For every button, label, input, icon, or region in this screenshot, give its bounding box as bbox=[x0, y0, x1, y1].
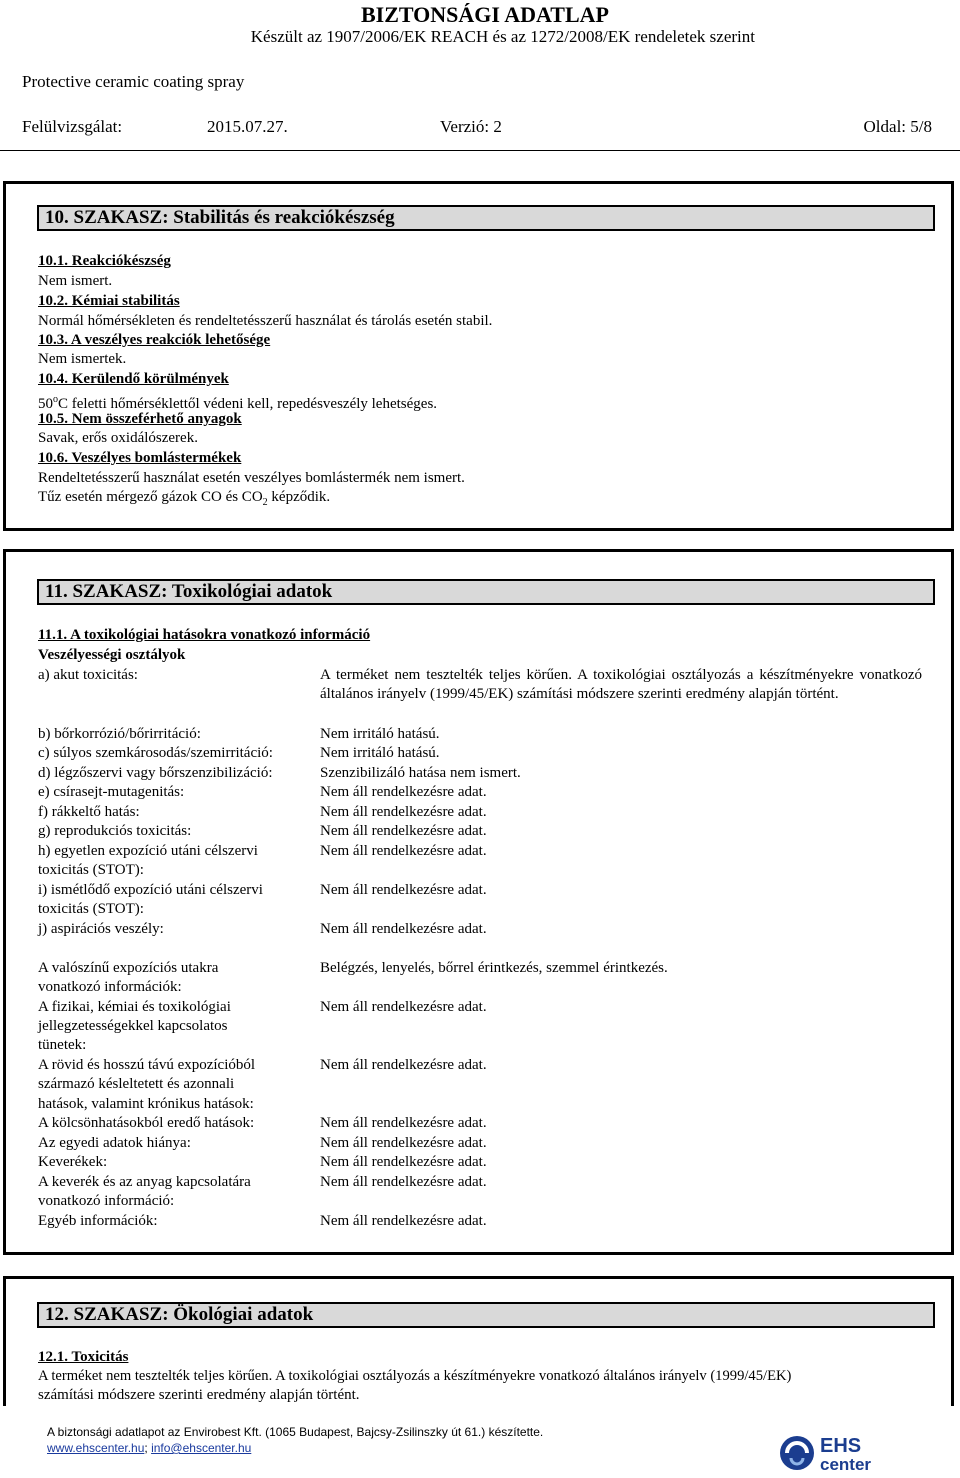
other-label-7-line1: A keverék és az anyag kapcsolatára bbox=[38, 1174, 251, 1190]
s10-6-text2: Tűz esetén mérgező gázok CO és $CO_2$ képződik. bbox=[38, 489, 331, 508]
other-label-6: Keverékek: bbox=[38, 1154, 108, 1170]
hazard-classes-heading: Veszélyességi osztályok bbox=[38, 647, 186, 663]
header-divider bbox=[0, 150, 960, 151]
s10-2-text: Normál hőmérsékleten és rendeltetésszerű használat és tárolás esetén stabil. bbox=[38, 313, 493, 329]
other-value-5: Nem áll rendelkezésre adat. bbox=[320, 1135, 487, 1151]
other-label-3-line1: A rövid és hosszú távú expozícióból bbox=[38, 1057, 256, 1073]
other-label-5: Az egyedi adatok hiánya: bbox=[38, 1135, 191, 1151]
section-10-title: 10. SZAKASZ: Stabilitás és reakciókészség bbox=[37, 205, 935, 231]
website-link[interactable]: www.ehscenter.hu bbox=[47, 1441, 145, 1455]
revision-date: 2015.07.27. bbox=[207, 117, 288, 136]
section-12-title: 12. SZAKASZ: Ökológiai adatok bbox=[37, 1302, 935, 1328]
tox-value-a: A terméket nem tesztelték teljes körűen. A toxikológiai osztályozás a készítményekre vonatkozó általános irányelv (1999/45/EK) számítási módszere szerinti eredmény alapján történt. bbox=[320, 667, 922, 702]
email-link[interactable]: info@ehscenter.hu bbox=[151, 1441, 252, 1455]
other-label-4: A kölcsönhatásokból eredő hatások: bbox=[38, 1115, 255, 1131]
other-label-2-line1: A fizikai, kémiai és toxikológiai bbox=[38, 999, 231, 1015]
tox-label-h-line2: toxicitás (STOT): bbox=[38, 862, 144, 878]
section-11-title: 11. SZAKASZ: Toxikológiai adatok bbox=[37, 579, 935, 605]
tox-value-j: Nem áll rendelkezésre adat. bbox=[320, 921, 487, 937]
footer-text: A biztonsági adatlapot az Envirobest Kft. (1065 Budapest, Bajcsy-Zsilinszky út 61.) készítette. bbox=[47, 1425, 544, 1439]
s12-1-text-line2: számítási módszere szerinti eredmény alapján történt. bbox=[38, 1387, 360, 1403]
document-title: BIZTONSÁGI ADATLAP bbox=[361, 2, 609, 27]
tox-value-h: Nem áll rendelkezésre adat. bbox=[320, 843, 487, 859]
other-label-8: Egyéb információk: bbox=[38, 1213, 158, 1229]
s10-4-heading: 10.4. Kerülendő körülmények bbox=[38, 371, 229, 387]
other-value-8: Nem áll rendelkezésre adat. bbox=[320, 1213, 487, 1229]
tox-value-i: Nem áll rendelkezésre adat. bbox=[320, 882, 487, 898]
other-label-7-line2: vonatkozó információ: bbox=[38, 1193, 175, 1209]
logo-text-ehs: EHS bbox=[820, 1435, 862, 1457]
tox-label-i-line2: toxicitás (STOT): bbox=[38, 901, 144, 917]
s10-6-heading: 10.6. Veszélyes bomlástermékek bbox=[38, 450, 242, 466]
product-name: Protective ceramic coating spray bbox=[22, 72, 245, 91]
other-label-3-line3: hatások, valamint krónikus hatások: bbox=[38, 1096, 254, 1112]
document-subtitle: Készült az 1907/2006/EK REACH és az 1272/2008/EK rendeletek szerint bbox=[250, 27, 755, 46]
s12-1-heading: 12.1. Toxicitás bbox=[38, 1349, 129, 1365]
revision-info bbox=[22, 117, 932, 139]
other-value-3: Nem áll rendelkezésre adat. bbox=[320, 1057, 487, 1073]
other-value-6: Nem áll rendelkezésre adat. bbox=[320, 1154, 487, 1170]
footer-links: www.ehscenter.hu; info@ehscenter.hu bbox=[47, 1441, 252, 1455]
other-label-1-line1: A valószínű expozíciós utakra bbox=[38, 960, 219, 976]
s10-6-text: Rendeltetésszerű használat esetén veszélyes bomlástermék nem ismert. bbox=[38, 470, 465, 486]
other-label-2-line2: jellegzetességekkel kapcsolatos bbox=[38, 1018, 228, 1034]
s10-3-text: Nem ismertek. bbox=[38, 351, 127, 367]
s10-3-heading: 10.3. A veszélyes reakciók lehetősége bbox=[38, 332, 271, 348]
tox-label-j: j) aspirációs veszély: bbox=[38, 921, 164, 937]
other-label-2-line3: tünetek: bbox=[38, 1037, 87, 1053]
page-number: Oldal: 5/8 bbox=[863, 117, 932, 136]
tox-label-g: g) reprodukciós toxicitás: bbox=[38, 823, 192, 839]
s10-1-text: Nem ismert. bbox=[38, 273, 113, 289]
tox-value-f: Nem áll rendelkezésre adat. bbox=[320, 804, 487, 820]
tox-value-g: Nem áll rendelkezésre adat. bbox=[320, 823, 487, 839]
tox-value-b: Nem irritáló hatású. bbox=[320, 726, 440, 742]
tox-label-a: a) akut toxicitás: bbox=[38, 667, 138, 683]
version: Verzió: 2 bbox=[440, 117, 502, 136]
revision-label: Felülvizsgálat: bbox=[22, 117, 123, 136]
s12-1-text-line1: A terméket nem tesztelték teljes körűen. A toxikológiai osztályozás a készítményekre vonatkozó általános irányelv (1999/45/EK) bbox=[38, 1368, 792, 1384]
tox-value-d: Szenzibilizáló hatása nem ismert. bbox=[320, 765, 521, 781]
s11-1-heading: 11.1. A toxikológiai hatásokra vonatkozó információ bbox=[38, 627, 371, 643]
tox-label-b: b) bőrkorrózió/bőrirritáció: bbox=[38, 726, 201, 742]
s10-1-heading: 10.1. Reakciókészség bbox=[38, 253, 171, 269]
other-value-1: Belégzés, lenyelés, bőrrel érintkezés, szemmel érintkezés. bbox=[320, 960, 668, 976]
ehs-center-logo bbox=[778, 1431, 898, 1475]
other-label-3-line2: származó késleltetett és azonnali bbox=[38, 1076, 235, 1092]
s10-4-text: 50$^o$C feletti hőmérséklettől védeni kell, repedésveszély lehetséges. bbox=[38, 394, 438, 412]
other-value-7: Nem áll rendelkezésre adat. bbox=[320, 1174, 487, 1190]
s10-2-heading: 10.2. Kémiai stabilitás bbox=[38, 293, 180, 309]
logo-text-center: center bbox=[820, 1455, 872, 1474]
tox-label-c: c) súlyos szemkárosodás/szemirritáció: bbox=[38, 745, 273, 761]
tox-label-e: e) csírasejt-mutagenitás: bbox=[38, 784, 185, 800]
s10-5-heading: 10.5. Nem összeférhető anyagok bbox=[38, 411, 242, 427]
other-value-2: Nem áll rendelkezésre adat. bbox=[320, 999, 487, 1015]
tox-label-f: f) rákkeltő hatás: bbox=[38, 804, 140, 820]
s10-5-text: Savak, erős oxidálószerek. bbox=[38, 430, 198, 446]
tox-value-c: Nem irritáló hatású. bbox=[320, 745, 440, 761]
other-value-4: Nem áll rendelkezésre adat. bbox=[320, 1115, 487, 1131]
tox-label-i-line1: i) ismétlődő expozíció utáni célszervi bbox=[38, 882, 263, 898]
tox-value-e: Nem áll rendelkezésre adat. bbox=[320, 784, 487, 800]
tox-label-h-line1: h) egyetlen expozíció utáni célszervi bbox=[38, 843, 258, 859]
tox-label-d: d) légzőszervi vagy bőrszenzibilizáció: bbox=[38, 765, 273, 781]
other-label-1-line2: vonatkozó információk: bbox=[38, 979, 182, 995]
